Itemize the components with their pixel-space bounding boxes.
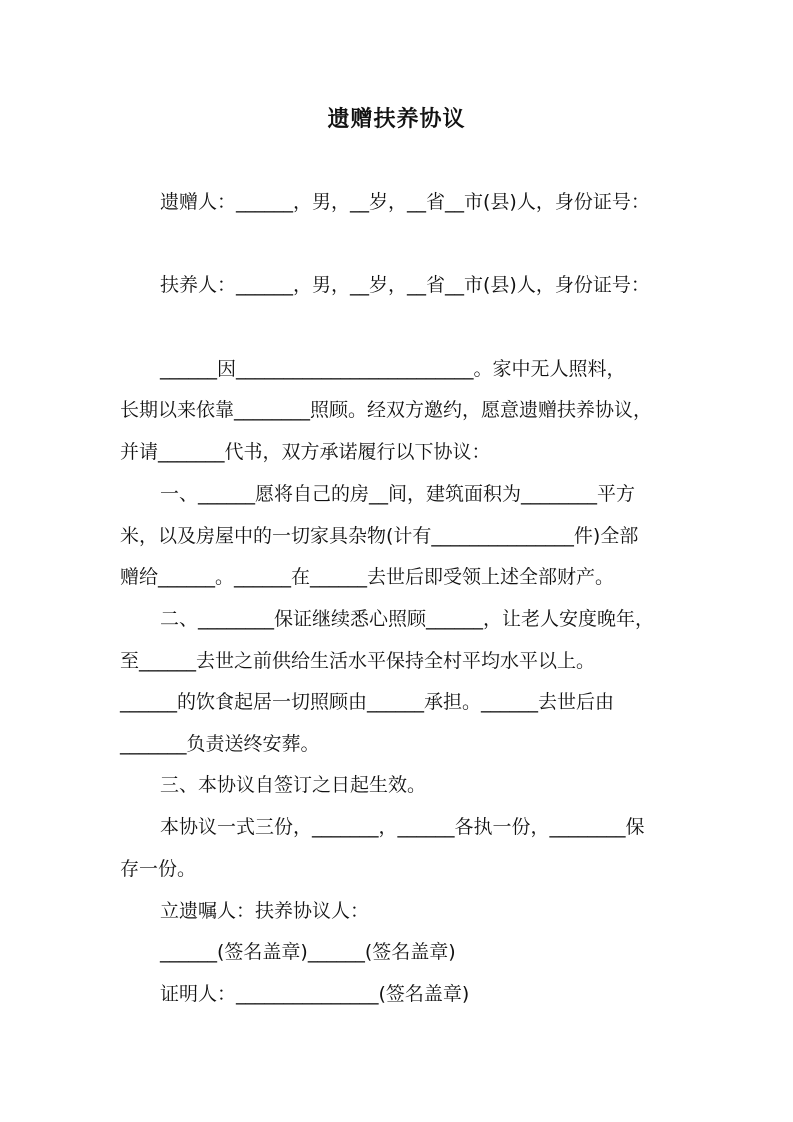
clause-one-line: 一、______愿将自己的房__间，建筑面积为________平方: [160, 483, 636, 505]
signatories-line: 立遗嘱人：扶养协议人：: [160, 900, 370, 922]
clause-two-line: 二、________保证继续悉心照顾______，让老人安度晚年，: [160, 608, 655, 630]
copies-line: 存一份。: [120, 858, 197, 880]
clause-one-line: 米，以及房屋中的一切家具杂物(计有_______________件)全部: [120, 525, 639, 547]
witness-line: 证明人：_______________(签名盖章): [160, 983, 470, 1005]
paragraph-line: 并请_______代书，双方承诺履行以下协议：: [120, 441, 491, 463]
copies-line: 本协议一式三份，_______，______各执一份，________保: [160, 816, 645, 838]
bequeather-line: 遗赠人：______，男，__岁，__省__市(县)人，身份证号：: [160, 191, 650, 213]
clause-two-line: _______负责送终安葬。: [120, 733, 320, 755]
paragraph-line: 长期以来依靠________照顾。经双方邀约，愿意遗赠扶养协议，: [120, 399, 653, 421]
clause-two-line: ______的饮食起居一切照顾由______承担。______去世后由: [120, 691, 615, 713]
clause-three-line: 三、本协议自签订之日起生效。: [160, 774, 427, 796]
document-title: 遗赠扶养协议: [327, 107, 466, 132]
clause-two-line: 至______去世之前供给生活水平保持全村平均水平以上。: [120, 650, 596, 672]
paragraph-line: ______因_________________________。家中无人照料，: [160, 358, 626, 380]
clause-one-line: 赠给______。______在______去世后即受领上述全部财产。: [120, 566, 615, 588]
signature-line: ______(签名盖章)______(签名盖章): [160, 941, 456, 963]
supporter-line: 扶养人：______，男，__岁，__省__市(县)人，身份证号：: [160, 274, 650, 296]
